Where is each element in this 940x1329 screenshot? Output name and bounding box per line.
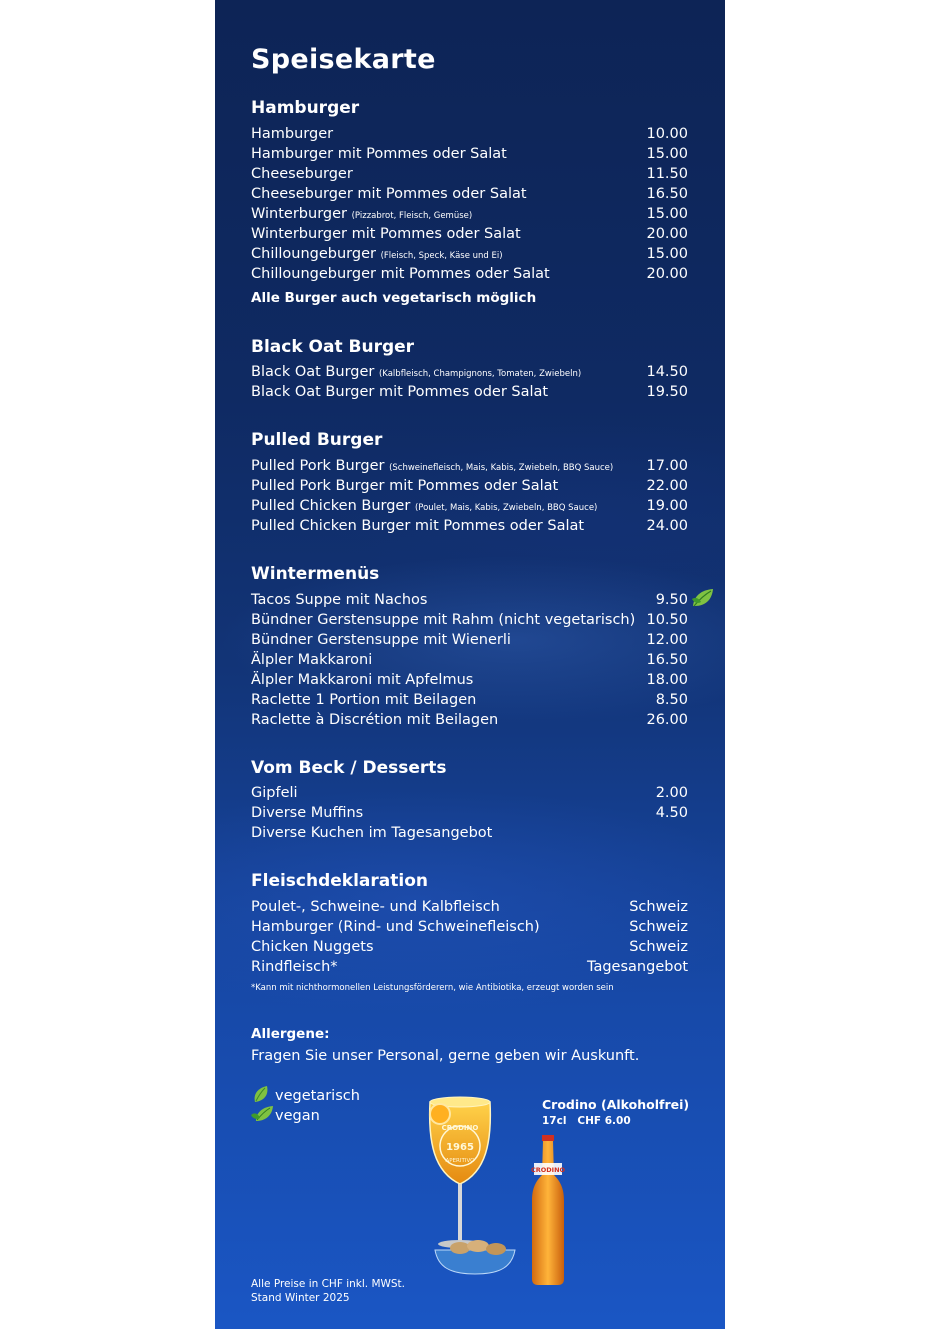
item-name: Chilloungeburger (251, 246, 376, 262)
menu-item (251, 476, 688, 496)
item-price: 15.00 (646, 146, 688, 162)
item-detail: (Pizzabrot, Fleisch, Gemüse) (351, 211, 473, 221)
item-price: 12.00 (646, 632, 688, 648)
section-heading-pulled: Pulled Burger (251, 430, 383, 450)
menu-item (251, 456, 688, 476)
section-heading-black-oat: Black Oat Burger (251, 337, 415, 357)
meat-footnote: *Kann mit nichthormonellen Leistungsförderern, wie Antibiotika, erzeugt worden sein (251, 983, 614, 993)
meat-origin-row (251, 897, 688, 917)
bottle-label-text: CRODINO (530, 1166, 566, 1174)
item-name: Diverse Kuchen im Tagesangebot (251, 825, 493, 841)
item-name: Gipfeli (251, 785, 298, 801)
menu-item (251, 670, 688, 690)
crodino-bottle-image (528, 1135, 568, 1285)
vegetarian-leaf-icon (252, 1085, 270, 1103)
menu-item (251, 124, 688, 144)
menu-panel (215, 0, 725, 1329)
item-name: Chicken Nuggets (251, 939, 374, 955)
item-name: Rindfleisch* (251, 959, 338, 975)
menu-item (251, 516, 688, 536)
menu-item (251, 590, 688, 610)
menu-item (251, 144, 688, 164)
item-detail: (Schweinefleisch, Mais, Kabis, Zwiebeln, BBQ Sauce) (389, 463, 614, 473)
item-name: Cheeseburger mit Pommes oder Salat (251, 186, 527, 202)
item-price: 4.50 (655, 805, 688, 821)
item-price: 17.00 (646, 458, 688, 474)
meat-origin-row (251, 957, 688, 977)
item-price: 19.00 (646, 498, 688, 514)
item-price: 2.00 (655, 785, 688, 801)
item-price: 16.50 (646, 186, 688, 202)
item-price: 24.00 (646, 518, 688, 534)
menu-item (251, 823, 688, 843)
item-price: 10.00 (646, 126, 688, 142)
item-price: 15.00 (646, 206, 688, 222)
menu-item (251, 783, 688, 803)
glass-year-text: 1965 (446, 1142, 474, 1153)
menu-item (251, 362, 688, 382)
glass-sub-text: APERITIVO (445, 1158, 475, 1164)
item-origin: Schweiz (629, 899, 688, 915)
menu-item (251, 610, 688, 630)
legend-vegan: vegan (275, 1108, 320, 1124)
item-price: 11.50 (646, 166, 688, 182)
menu-item (251, 710, 688, 730)
item-price: 20.00 (646, 226, 688, 242)
allergen-text: Fragen Sie unser Personal, gerne geben wir Auskunft. (251, 1048, 640, 1064)
item-name: Älpler Makkaroni mit Apfelmus (251, 672, 474, 688)
item-detail: (Poulet, Mais, Kabis, Zwiebeln, BBQ Sauce) (414, 503, 598, 513)
page-title: Speisekarte (251, 44, 436, 75)
section-heading-hamburger: Hamburger (251, 98, 360, 118)
menu-item (251, 244, 688, 264)
item-name: Winterburger mit Pommes oder Salat (251, 226, 521, 242)
item-price: 16.50 (646, 652, 688, 668)
menu-item (251, 690, 688, 710)
item-name: Cheeseburger (251, 166, 353, 182)
drink-price: CHF 6.00 (577, 1115, 631, 1127)
item-name: Pulled Chicken Burger mit Pommes oder Salat (251, 518, 585, 534)
item-price: 10.50 (646, 612, 688, 628)
item-name: Älpler Makkaroni (251, 652, 373, 668)
menu-item (251, 650, 688, 670)
menu-item (251, 184, 688, 204)
meat-origin-row (251, 937, 688, 957)
item-name: Bündner Gerstensuppe mit Wienerli (251, 632, 511, 648)
legend-vegetarian: vegetarisch (275, 1088, 360, 1104)
menu-item (251, 803, 688, 823)
item-price: 9.50 (655, 592, 688, 608)
item-name: Hamburger (Rind- und Schweinefleisch) (251, 919, 540, 935)
item-detail: (Kalbfleisch, Champignons, Tomaten, Zwiebeln) (378, 369, 582, 379)
vegan-leaf-icon (251, 1104, 275, 1122)
allergen-heading: Allergene: (251, 1026, 330, 1042)
item-price: 20.00 (646, 266, 688, 282)
drink-name: Crodino (Alkoholfrei) (542, 1097, 690, 1112)
item-name: Poulet-, Schweine- und Kalbfleisch (251, 899, 500, 915)
menu-item (251, 630, 688, 650)
item-name: Winterburger (251, 206, 347, 222)
item-price: 8.50 (655, 692, 688, 708)
glass-brand-text: CRODINO (441, 1124, 479, 1132)
item-name: Raclette à Discrétion mit Beilagen (251, 712, 499, 728)
section-heading-winter: Wintermenüs (251, 564, 380, 584)
footer-season: Stand Winter 2025 (251, 1292, 350, 1304)
item-price: 19.50 (646, 384, 688, 400)
item-price: 18.00 (646, 672, 688, 688)
item-price: 14.50 (646, 364, 688, 380)
item-name: Hamburger mit Pommes oder Salat (251, 146, 507, 162)
drink-size-price (542, 1115, 631, 1127)
item-name: Black Oat Burger mit Pommes oder Salat (251, 384, 549, 400)
section-heading-meat-origin: Fleischdeklaration (251, 871, 428, 891)
menu-item (251, 224, 688, 244)
item-name: Hamburger (251, 126, 334, 142)
item-name: Pulled Chicken Burger (251, 498, 411, 514)
item-name: Raclette 1 Portion mit Beilagen (251, 692, 477, 708)
menu-item (251, 164, 688, 184)
vegetarian-note: Alle Burger auch vegetarisch möglich (251, 290, 537, 306)
item-price: 15.00 (646, 246, 688, 262)
item-price: 22.00 (646, 478, 688, 494)
item-name: Tacos Suppe mit Nachos (251, 592, 428, 608)
meat-origin-row (251, 917, 688, 937)
crodino-glass-image (420, 1092, 540, 1292)
item-name: Diverse Muffins (251, 805, 364, 821)
menu-item (251, 204, 688, 224)
item-detail: (Fleisch, Speck, Käse und Ei) (380, 251, 503, 261)
item-name: Pulled Pork Burger mit Pommes oder Salat (251, 478, 559, 494)
item-origin: Schweiz (629, 919, 688, 935)
menu-item (251, 496, 688, 516)
footer-prices-note: Alle Preise in CHF inkl. MWSt. (251, 1278, 406, 1290)
section-heading-desserts: Vom Beck / Desserts (251, 758, 447, 778)
item-name: Chilloungeburger mit Pommes oder Salat (251, 266, 550, 282)
item-name: Pulled Pork Burger (251, 458, 385, 474)
drink-size: 17cl (542, 1115, 567, 1127)
item-origin: Tagesangebot (587, 959, 688, 975)
item-name: Bündner Gerstensuppe mit Rahm (nicht vegetarisch) (251, 612, 636, 628)
menu-item (251, 382, 688, 402)
item-price: 26.00 (646, 712, 688, 728)
item-name: Black Oat Burger (251, 364, 375, 380)
item-origin: Schweiz (629, 939, 688, 955)
vegan-leaf-icon (692, 588, 714, 608)
menu-item (251, 264, 688, 284)
